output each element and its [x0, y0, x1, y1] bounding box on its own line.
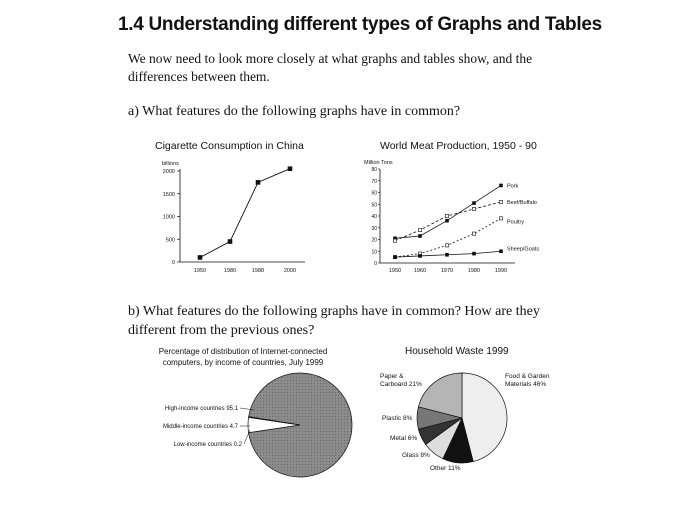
- data-point: [228, 239, 233, 244]
- pie-label-line: Food & Garden: [505, 373, 550, 380]
- internet-pie-title: Percentage of distribution of Internet-connected computers, by income of countries, July 1999: [158, 347, 328, 367]
- data-point: [499, 217, 502, 220]
- y-tick-label: 1500: [162, 191, 175, 198]
- data-point: [445, 253, 449, 257]
- pie-label: Other 11%: [430, 465, 461, 472]
- data-point: [472, 252, 476, 256]
- page-title: 1.4 Understanding different types of Graphs and Tables: [118, 14, 602, 35]
- data-point: [393, 239, 396, 242]
- x-tick-label: 1950: [388, 268, 402, 274]
- waste-pie-title: Household Waste 1999: [405, 346, 509, 357]
- y-tick-label: 30: [371, 225, 377, 232]
- data-point: [499, 249, 503, 253]
- pie-label-line: Carboard 21%: [380, 381, 422, 388]
- y-tick-label: 60: [371, 190, 377, 197]
- y-tick-label: 20: [371, 237, 377, 244]
- data-point: [445, 214, 448, 217]
- y-tick-label: 1000: [162, 214, 175, 221]
- series-label: Beef/Buffalo: [507, 199, 537, 206]
- series-line-2: [395, 218, 501, 257]
- pie-label: High-income countries 95.1: [164, 406, 238, 412]
- data-point: [418, 254, 422, 258]
- waste-pie-chart: [370, 360, 570, 480]
- question-a: a) What features do the following graphs have in common?: [128, 104, 461, 119]
- data-point: [472, 207, 475, 210]
- chart-title: Cigarette Consumption in China: [155, 140, 304, 152]
- series-line-0: [395, 185, 501, 238]
- meat-production-line-chart: [350, 135, 565, 280]
- question-b: b) What features do the following graphs have in common? How are they different from the previous ones?: [128, 304, 540, 338]
- data-point: [198, 255, 203, 260]
- data-point: [418, 234, 422, 238]
- pie-label: Middle-income countries 4.7: [162, 424, 238, 430]
- data-point: [499, 200, 502, 203]
- data-point: [393, 255, 397, 259]
- y-tick-label: 500: [165, 237, 175, 244]
- x-tick-label: 1980: [467, 268, 481, 274]
- data-point: [445, 219, 449, 223]
- pie-label-line: Paper &: [380, 373, 404, 380]
- pie-label: Metal 6%: [390, 435, 418, 442]
- y-tick-label: 50: [371, 202, 377, 209]
- internet-pie-chart: [130, 370, 360, 480]
- x-tick-label: 1970: [440, 268, 454, 274]
- y-axis-label: billions: [162, 161, 179, 167]
- data-point: [472, 232, 475, 235]
- x-tick-label: 1960: [413, 268, 427, 274]
- y-tick-label: 10: [371, 249, 377, 256]
- pie-label: [380, 373, 422, 388]
- y-axis-label: Million Tons: [364, 160, 393, 166]
- x-tick-label: 2000: [283, 268, 297, 274]
- x-tick-label: 1980: [223, 268, 237, 274]
- data-point: [472, 201, 476, 205]
- y-tick-label: 70: [371, 178, 377, 185]
- x-tick-label: 1988: [251, 268, 265, 274]
- data-point: [499, 184, 503, 188]
- x-tick-label: 1990: [494, 268, 508, 274]
- series-label: Pork: [507, 183, 519, 190]
- data-point: [288, 166, 293, 171]
- series-label: Poultry: [507, 219, 525, 226]
- pie-label: Low-income countries 0.2: [173, 442, 242, 448]
- pie-label: [505, 373, 550, 388]
- y-tick-label: 2000: [162, 169, 175, 175]
- cigarette-line-chart: [150, 135, 310, 280]
- y-tick-label: 80: [371, 167, 377, 173]
- chart-title: World Meat Production, 1950 - 90: [380, 140, 537, 152]
- data-point: [445, 244, 448, 247]
- pie-label-line: Materials 46%: [505, 381, 547, 388]
- series-label: Sheep/Goats: [507, 246, 540, 253]
- y-tick-label: 0: [171, 260, 175, 266]
- y-tick-label: 0: [374, 261, 377, 267]
- data-point: [256, 180, 261, 185]
- intro-paragraph: We now need to look more closely at what graphs and tables show, and the differences between them.: [128, 51, 533, 84]
- pie-label: Plastic 8%: [382, 415, 413, 422]
- y-tick-label: 40: [371, 214, 377, 220]
- x-tick-label: 1950: [193, 268, 207, 274]
- data-point: [418, 229, 421, 232]
- cigarette-series-line: [200, 169, 290, 258]
- pie-label: Glass 8%: [402, 452, 430, 459]
